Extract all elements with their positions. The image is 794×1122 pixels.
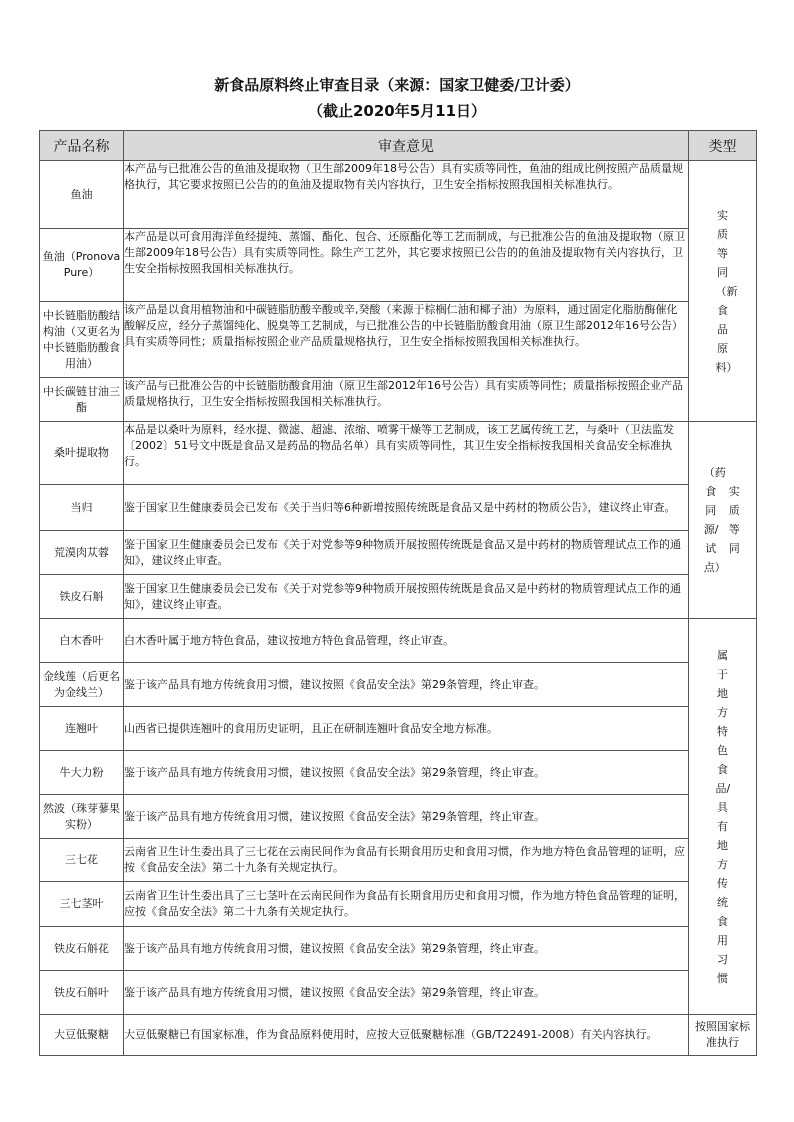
type-cell-national-standard [689, 1015, 757, 1056]
review-opinion: 本品是以桑叶为原料，经水提、微滤、超滤、浓缩、喷雾干燥等工艺制成，该工艺属传统工艺，与桑叶（卫法监发〔2002〕51号文中既是食品又是药品的物品名单）具有实质等同性，其卫生安全指标按我国相关食品安全标准执行。 [124, 422, 689, 485]
type-cell-substantial-equivalence [689, 161, 757, 422]
document-subtitle: （截止2020年5月11日） [307, 102, 487, 120]
document-header [0, 72, 794, 124]
type-label: 按照国家标准执行 [695, 1020, 750, 1049]
product-name: 铁皮石斛叶 [40, 971, 124, 1015]
document-title: 新食品原料终止审查目录（来源：国家卫健委/卫计委） [214, 76, 580, 94]
type-label-pair [704, 463, 742, 577]
header-review-opinion: 审查意见 [124, 131, 689, 161]
table-row [40, 795, 757, 839]
table-row [40, 971, 757, 1015]
product-name: 三七茎叶 [40, 882, 124, 927]
product-name: 然波（珠芽蓼果实粉） [40, 795, 124, 839]
product-name: 鱼油 [40, 161, 124, 229]
review-opinion: 鉴于该产品具有地方传统食用习惯，建议按照《食品安全法》第29条管理，终止审查。 [124, 927, 689, 971]
product-name: 当归 [40, 485, 124, 531]
review-opinion: 鉴于该产品具有地方传统食用习惯，建议按照《食品安全法》第29条管理，终止审查。 [124, 663, 689, 707]
type-label: 属于地方特色食品/具有地方传统食用习惯 [715, 648, 731, 985]
review-opinion: 大豆低聚糖已有国家标准，作为食品原料使用时，应按大豆低聚糖标准（GB/T22491-2008）有关内容执行。 [124, 1015, 689, 1056]
review-opinion: 鉴于国家卫生健康委员会已发布《关于对党参等9种物质开展按照传统既是食品又是中药材的物质管理试点工作的通知》，建议终止审查。 [124, 531, 689, 575]
product-name: 鱼油（PronovaPure） [40, 229, 124, 302]
table-row [40, 839, 757, 882]
table-row [40, 302, 757, 378]
review-opinion: 本产品是以可食用海洋鱼经提纯、蒸馏、酯化、包合、还原酯化等工艺而制成，与已批准公告的鱼油及提取物（原卫生部2009年18号公告）具有实质等同性。除生产工艺外，其它要求按照已公告的的鱼油及提取物有关内容执行，卫生安全指标按照我国相关标准执行。 [124, 229, 689, 302]
table-row [40, 927, 757, 971]
review-opinion: 本产品与已批准公告的鱼油及提取物（卫生部2009年18号公告）具有实质等同性，鱼油的组成比例按照产品质量规格执行，其它要求按照已公告的的鱼油及提取物有关内容执行，卫生安全指标按照我国相关标准执行。 [124, 161, 689, 229]
type-cell-local-specialty-food [689, 619, 757, 1015]
review-opinion: 鉴于国家卫生健康委员会已发布《关于当归等6种新增按照传统既是食品又是中药材的物质公告》，建议终止审查。 [124, 485, 689, 531]
review-opinion: 白木香叶属于地方特色食品，建议按地方特色食品管理，终止审查。 [124, 619, 689, 663]
product-name: 铁皮石斛花 [40, 927, 124, 971]
product-name: 中长碳链甘油三酯 [40, 378, 124, 422]
table-row [40, 663, 757, 707]
table-row [40, 707, 757, 751]
type-cell-food-medicine-homology [689, 422, 757, 619]
table-row [40, 422, 757, 485]
table-row [40, 531, 757, 575]
table-row [40, 229, 757, 302]
product-name: 荒漠肉苁蓉 [40, 531, 124, 575]
product-name: 连翘叶 [40, 707, 124, 751]
table-row [40, 882, 757, 927]
product-name: 白木香叶 [40, 619, 124, 663]
type-label: 实质等同（新食品原料） [715, 208, 738, 374]
product-name: 金线莲（后更名为金线兰） [40, 663, 124, 707]
product-name: 铁皮石斛 [40, 575, 124, 619]
review-opinion: 鉴于该产品具有地方传统食用习惯，建议按照《食品安全法》第29条管理，终止审查。 [124, 971, 689, 1015]
review-opinion: 云南省卫生计生委出具了三七茎叶在云南民间作为食品有长期食用历史和食用习惯，作为地方特色食品管理的证明，应按《食品安全法》第二十九条有关规定执行。 [124, 882, 689, 927]
product-name: 中长链脂肪酸结构油（又更名为中长链脂肪酸食用油） [40, 302, 124, 378]
review-opinion: 山西省已提供连翘叶的食用历史证明，且正在研制连翘叶食品安全地方标准。 [124, 707, 689, 751]
table-row [40, 378, 757, 422]
table-row [40, 485, 757, 531]
table-row [40, 619, 757, 663]
table-row [40, 575, 757, 619]
product-name: 三七花 [40, 839, 124, 882]
review-opinion: 云南省卫生计生委出具了三七花在云南民间作为食品有长期食用历史和食用习惯，作为地方特色食品管理的证明，应按《食品安全法》第二十九条有关规定执行。 [124, 839, 689, 882]
header-type: 类型 [689, 131, 757, 161]
review-opinion: 鉴于国家卫生健康委员会已发布《关于对党参等9种物质开展按照传统既是食品又是中药材的物质管理试点工作的通知》，建议终止审查。 [124, 575, 689, 619]
table-header-row [40, 131, 757, 161]
product-name: 桑叶提取物 [40, 422, 124, 485]
review-opinion: 鉴于该产品具有地方传统食用习惯，建议按照《食品安全法》第29条管理，终止审查。 [124, 795, 689, 839]
review-opinion: 该产品与已批准公告的中长链脂肪酸食用油（原卫生部2012年16号公告）具有实质等同性；质量指标按照企业产品质量规格执行，卫生安全指标按照我国相关标准执行。 [124, 378, 689, 422]
table-row [40, 751, 757, 795]
header-product-name: 产品名称 [40, 131, 124, 161]
review-opinion: 鉴于该产品具有地方传统食用习惯，建议按照《食品安全法》第29条管理，终止审查。 [124, 751, 689, 795]
review-table [39, 130, 757, 1056]
product-name: 大豆低聚糖 [40, 1015, 124, 1056]
type-label-left: （药食同源/试点） [703, 466, 726, 574]
review-opinion: 该产品是以食用植物油和中碳链脂肪酸辛酸或辛,癸酸（来源于棕榈仁油和椰子油）为原料，通过固定化脂肪酶催化酸解反应，经分子蒸馏纯化、脱臭等工艺制成，与已批准公告的中长链脂肪酸食用油（原卫生部2012年16号公告）具有实质等同性；质量指标按照企业产品质量规格执行，卫生安全指标按照我国相关标准执行。 [124, 302, 689, 378]
type-label-right: 实质等同 [728, 485, 740, 555]
table-row [40, 1015, 757, 1056]
product-name: 牛大力粉 [40, 751, 124, 795]
table-row [40, 161, 757, 229]
